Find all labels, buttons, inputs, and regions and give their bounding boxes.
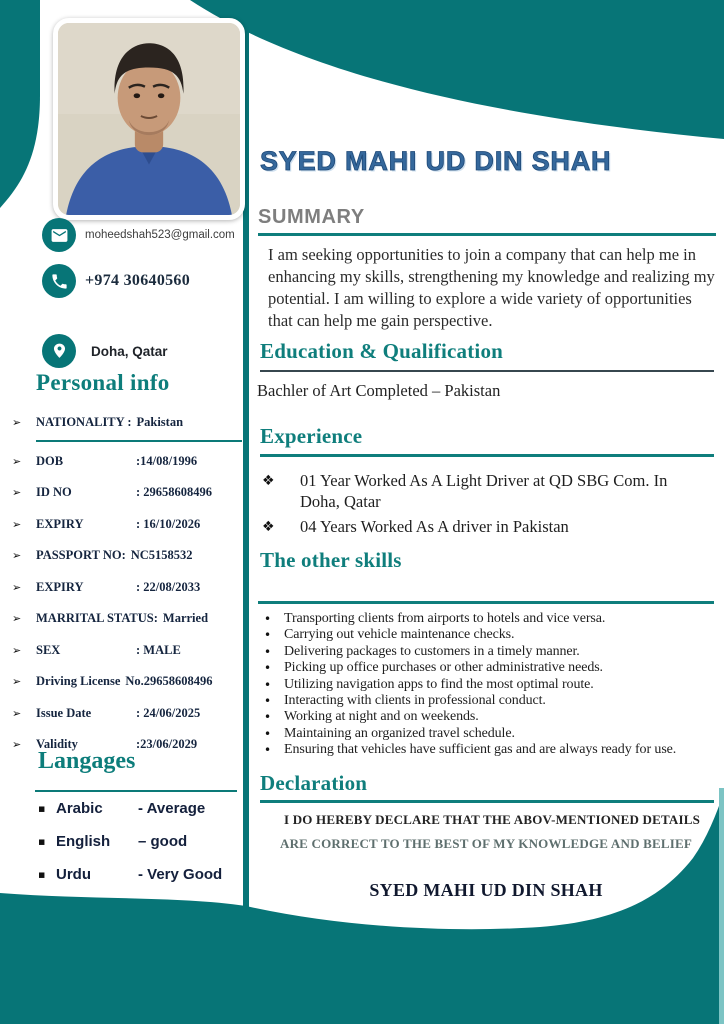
diamond-bullet-icon: ❖ xyxy=(262,473,275,489)
experience-item: ❖ 01 Year Worked As A Light Driver at QD SBG Com. In Doha, Qatar xyxy=(262,471,668,512)
top-left-ribbon xyxy=(0,0,40,208)
envelope-icon xyxy=(42,218,76,252)
dot-bullet-icon: • xyxy=(264,612,271,626)
skill-item: • Interacting with clients in professional conduct. xyxy=(264,693,546,709)
summary-text: I am seeking opportunities to join a company that can help me in enhancing my skills, strengthening my knowledge and realizing my potential. I am willing to explore a wide variety of opportunities that can help me gain perspective. xyxy=(268,245,715,330)
dot-bullet-icon: • xyxy=(264,677,271,692)
personal-row-license: ➢ Driving License No.29658608496 xyxy=(12,671,242,692)
profile-photo xyxy=(53,18,245,220)
dot-bullet-icon: • xyxy=(264,644,271,659)
education-text: Bachler of Art Completed – Pakistan xyxy=(257,381,501,400)
personal-row-idno: ➢ ID NO : 29658608496 xyxy=(12,482,242,503)
personal-row-validity: ➢ Validity :23/06/2029 xyxy=(12,734,242,755)
location-text: Doha, Qatar xyxy=(91,343,168,359)
contact-phone xyxy=(42,264,190,298)
portrait-illustration xyxy=(58,23,240,215)
arrow-bullet-icon: ➢ xyxy=(12,706,22,720)
experience-heading: Experience xyxy=(260,424,714,457)
cv-name-title: SYED MAHI UD DIN SHAH xyxy=(260,146,612,176)
personal-row-passport: ➢ PASSPORT NO: NC5158532 xyxy=(12,545,242,566)
personal-row-dob: ➢ DOB :14/08/1996 xyxy=(12,451,242,472)
signature-name: SYED MAHI UD DIN SHAH xyxy=(369,880,603,900)
arrow-bullet-icon: ➢ xyxy=(12,416,22,429)
skill-item: • Maintaining an organized travel schedule. xyxy=(264,725,515,741)
divider-line xyxy=(36,440,242,442)
dot-bullet-icon: • xyxy=(264,726,271,741)
arrow-bullet-icon: ➢ xyxy=(12,517,22,531)
education-heading: Education & Qualification xyxy=(260,339,714,372)
dot-bullet-icon: • xyxy=(264,743,271,758)
language-row-urdu: ▪ Urdu - Very Good xyxy=(38,866,223,883)
skill-item: • Working at night and on weekends. xyxy=(264,709,479,725)
contact-email xyxy=(42,218,235,252)
arrow-bullet-icon: ➢ xyxy=(12,549,22,562)
skill-item: • Delivering packages to customers in a timely manner. xyxy=(264,643,580,659)
personal-row-sex: ➢ SEX : MALE xyxy=(12,640,242,661)
experience-item: ❖ 04 Years Worked As A driver in Pakistan xyxy=(262,516,569,536)
personal-row-marital: ➢ MARRITAL STATUS: Married xyxy=(12,608,242,629)
skill-item: • Utilizing navigation apps to find the most optimal route. xyxy=(264,676,594,692)
personal-row-id-expiry: ➢ EXPIRY : 16/10/2026 xyxy=(12,514,242,535)
arrow-bullet-icon: ➢ xyxy=(12,675,22,688)
skill-item: • Picking up office purchases or other administrative needs. xyxy=(264,660,603,676)
square-bullet-icon: ▪ xyxy=(38,868,46,881)
skills-rule xyxy=(258,601,714,604)
language-row-english: ▪ English – good xyxy=(38,833,188,850)
languages-underline xyxy=(35,790,237,792)
phone-icon xyxy=(42,264,76,298)
arrow-bullet-icon: ➢ xyxy=(12,612,22,625)
phone-text: +974 30640560 xyxy=(85,272,191,289)
arrow-bullet-icon: ➢ xyxy=(12,486,22,499)
dot-bullet-icon: • xyxy=(264,628,271,643)
square-bullet-icon: ▪ xyxy=(38,802,46,815)
skills-heading: The other skills xyxy=(260,548,402,572)
personal-info-list xyxy=(12,412,242,766)
arrow-bullet-icon: ➢ xyxy=(12,738,22,751)
skills-list xyxy=(264,611,719,759)
location-icon xyxy=(42,334,76,368)
email-text: moheedshah523@gmail.com xyxy=(85,229,235,241)
dot-bullet-icon: • xyxy=(264,661,271,676)
dot-bullet-icon: • xyxy=(264,694,271,709)
top-band-shape xyxy=(190,0,724,139)
arrow-bullet-icon: ➢ xyxy=(12,580,22,594)
skill-item: • Transporting clients from airports to hotels and vice versa. xyxy=(264,611,606,626)
personal-row-issue-date: ➢ Issue Date : 24/06/2025 xyxy=(12,703,242,724)
right-edge-strip xyxy=(719,788,724,1024)
contact-location xyxy=(42,334,168,368)
personal-row-passport-expiry: ➢ EXPIRY : 22/08/2033 xyxy=(12,577,242,598)
personal-row-nationality: ➢ NATIONALITY : Pakistan xyxy=(12,412,242,433)
arrow-bullet-icon: ➢ xyxy=(12,643,22,657)
experience-list xyxy=(262,470,710,540)
square-bullet-icon: ▪ xyxy=(38,835,46,848)
dot-bullet-icon: • xyxy=(264,710,271,725)
language-row-arabic: ▪ Arabic - Average xyxy=(38,800,206,817)
diamond-bullet-icon: ❖ xyxy=(262,518,275,535)
personal-info-heading: Personal info xyxy=(36,370,170,395)
languages-list xyxy=(38,798,248,897)
arrow-bullet-icon: ➢ xyxy=(12,454,22,468)
skill-item: • Carrying out vehicle maintenance checks. xyxy=(264,627,515,643)
languages-heading: Langages xyxy=(38,748,136,774)
declaration-line2: ARE CORRECT TO THE BEST OF MY KNOWLEDGE AND BELIEF xyxy=(280,836,693,851)
declaration-line1: I DO HEREBY DECLARE THAT THE ABOV-MENTIONED DETAILS xyxy=(284,812,701,827)
skill-item: • Ensuring that vehicles have sufficient gas and are always ready for use. xyxy=(264,742,677,758)
declaration-heading: Declaration xyxy=(260,771,714,803)
summary-heading: SUMMARY xyxy=(258,206,716,236)
